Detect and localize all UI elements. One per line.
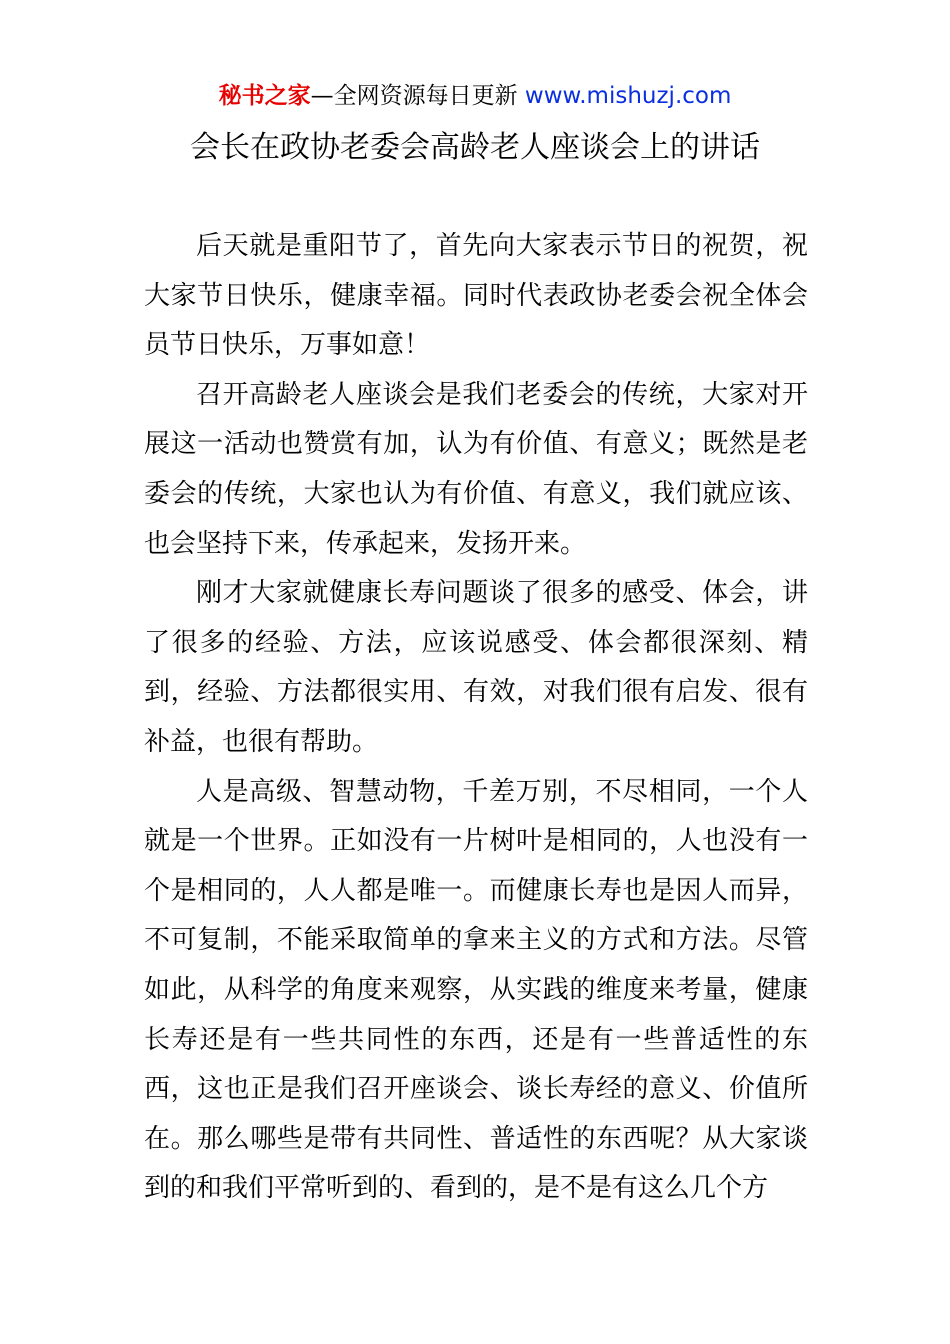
site-name: 秘书之家 — [218, 83, 311, 109]
site-tagline: —全网资源每日更新 — [310, 83, 518, 109]
paragraph: 召开高龄老人座谈会是我们老委会的传统，大家对开展这一活动也赞赏有加，认为有价值、有意义；既然是老委会的传统，大家也认为有价值、有意义，我们就应该、也会坚持下来，传承起来，发扬开来。 — [144, 379, 808, 559]
paragraph: 后天就是重阳节了，首先向大家表示节日的祝贺，祝大家节日快乐，健康幸福。同时代表政协老委会祝全体会员节日快乐，万事如意！ — [144, 231, 808, 361]
site-header — [0, 80, 950, 112]
site-url-link[interactable]: www.mishuzj.com — [524, 83, 732, 109]
paragraph: 人是高级、智慧动物，千差万别，不尽相同，一个人就是一个世界。正如没有一片树叶是相同的，人也没有一个是相同的，人人都是唯一。而健康长寿也是因人而异，不可复制，不能采取简单的拿来主义的方式和方法。尽管如此，从科学的角度来观察，从实践的维度来考量，健康长寿还是有一些共同性的东西，还是有一些普适性的东西，这也正是我们召开座谈会、谈长寿经的意义、价值所在。那么哪些是带有共同性、普适性的东西呢？从大家谈到的和我们平常听到的、看到的，是不是有这么几个方 — [144, 776, 808, 1204]
document-body — [144, 222, 808, 1214]
document-title: 会长在政协老委会高龄老人座谈会上的讲话 — [190, 130, 760, 165]
paragraph: 刚才大家就健康长寿问题谈了很多的感受、体会，讲了很多的经验、方法，应该说感受、体会都很深刻、精到，经验、方法都很实用、有效，对我们很有启发、很有补益，也很有帮助。 — [144, 578, 808, 757]
